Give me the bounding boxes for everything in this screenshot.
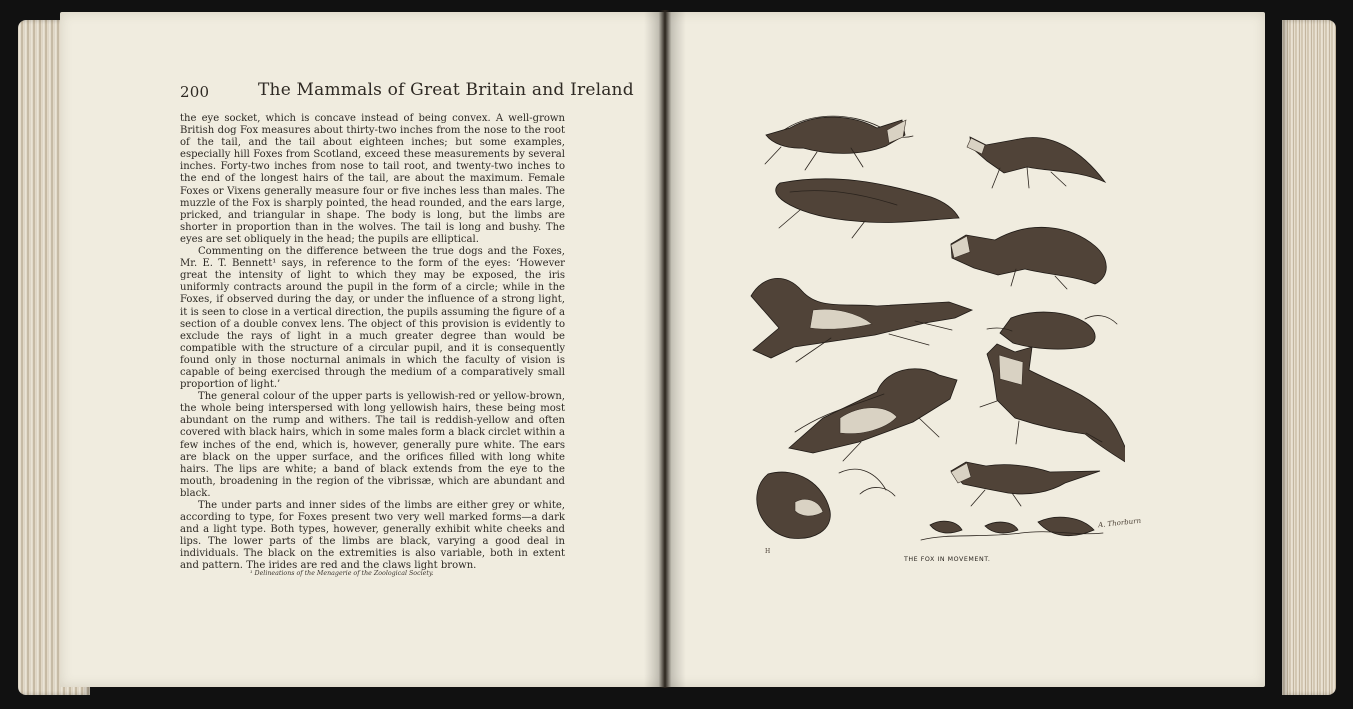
fox-sketch-5 <box>751 278 972 362</box>
fox-sketch-2 <box>967 137 1105 188</box>
plate-letter: H <box>765 548 771 555</box>
artist-signature: A. Thorburn <box>1097 516 1142 530</box>
page-number: 200 <box>180 83 210 101</box>
fox-sketch-10 <box>951 462 1100 506</box>
running-title: The Mammals of Great Britain and Ireland <box>258 80 634 100</box>
fox-sketch-4 <box>951 227 1106 289</box>
paragraph-2: Commenting on the difference between the true dogs and the Foxes, Mr. E. T. Bennett¹ says, in reference to the form of the eyes: ‘However great the intensity of light to which they may be exposed, the iris uniformly contracts around the pupil in the form of a circle; while in the Foxes, if observed during the day, or under the influence of a strong light, it is seen to close in a vertical direction, the pupils assuming the figure of a section of a double convex lens. The object of this provision is evidently to exclude the rays of light in a much greater degree than would be compatible with the structure of a circular pupil, and it is consequently found only in those nocturnal animals in which the faculty of vision is capable of being exercised through the medium of a comparatively small proportion of light.’ <box>180 246 565 391</box>
plate-caption: THE FOX IN MOVEMENT. <box>904 556 991 563</box>
paragraph-1: the eye socket, which is concave instead of being convex. A well-grown British dog Fox measures about thirty-two inches from the nose to the root of the tail, and the tail about eighteen inches; but some examples, especially hill Foxes from Scotland, exceed these measurements by several inches. Forty-two inches from nose to tail root, and twenty-two inches to the end of the longest hairs of the tail, are about the maximum. Female Foxes or Vixens generally measure four or five inches less than males. The muzzle of the Fox is sharply pointed, the head rounded, and the ears large, pricked, and triangular in shape. The body is long, but the limbs are shorter in proportion than in the wolves. The tail is long and bushy. The eyes are set obliquely in the head; the pupils are elliptical. <box>180 113 565 245</box>
fox-sketch-8 <box>980 344 1125 469</box>
fox-sketch-3 <box>776 179 959 238</box>
fox-sketch-7 <box>789 369 957 461</box>
paragraph-4: The under parts and inner sides of the limbs are either grey or white, according to type, for Foxes present two very well marked forms—a dark and a light type. Both types, however, generally exhibit white cheeks and lips. The lower parts of the limbs are black, varying a good deal in individuals. The black on the extremities is also variable, both in extent and pattern. The irides are red and the claws light brown. <box>180 500 565 572</box>
fox-sketch-6 <box>987 312 1117 349</box>
paragraph-3: The general colour of the upper parts is yellowish-red or yellow-brown, the whole being interspersed with long yellowish hairs, these being most abundant on the rump and withers. The tail is reddish-yellow and often covered with black hairs, which in some males form a black circlet within a few inches of the end, which is, however, generally pure white. The ears are black on the upper surface, and the orifices filled with long white hairs. The lips are white; a band of black extends from the eye to the mouth, broadening in the region of the vibrissæ, which are abundant and black. <box>180 391 565 499</box>
fox-sketch-1 <box>765 116 913 170</box>
right-page-edges <box>1282 20 1336 695</box>
fox-sketch-9 <box>757 469 895 538</box>
footnote: ¹ Delineations of the Menagerie of the Zoological Society. <box>250 570 434 577</box>
fox-sketch-11 <box>921 517 1103 540</box>
body-text <box>180 113 565 573</box>
fox-movement-illustration <box>735 92 1125 552</box>
page-header <box>180 80 634 107</box>
